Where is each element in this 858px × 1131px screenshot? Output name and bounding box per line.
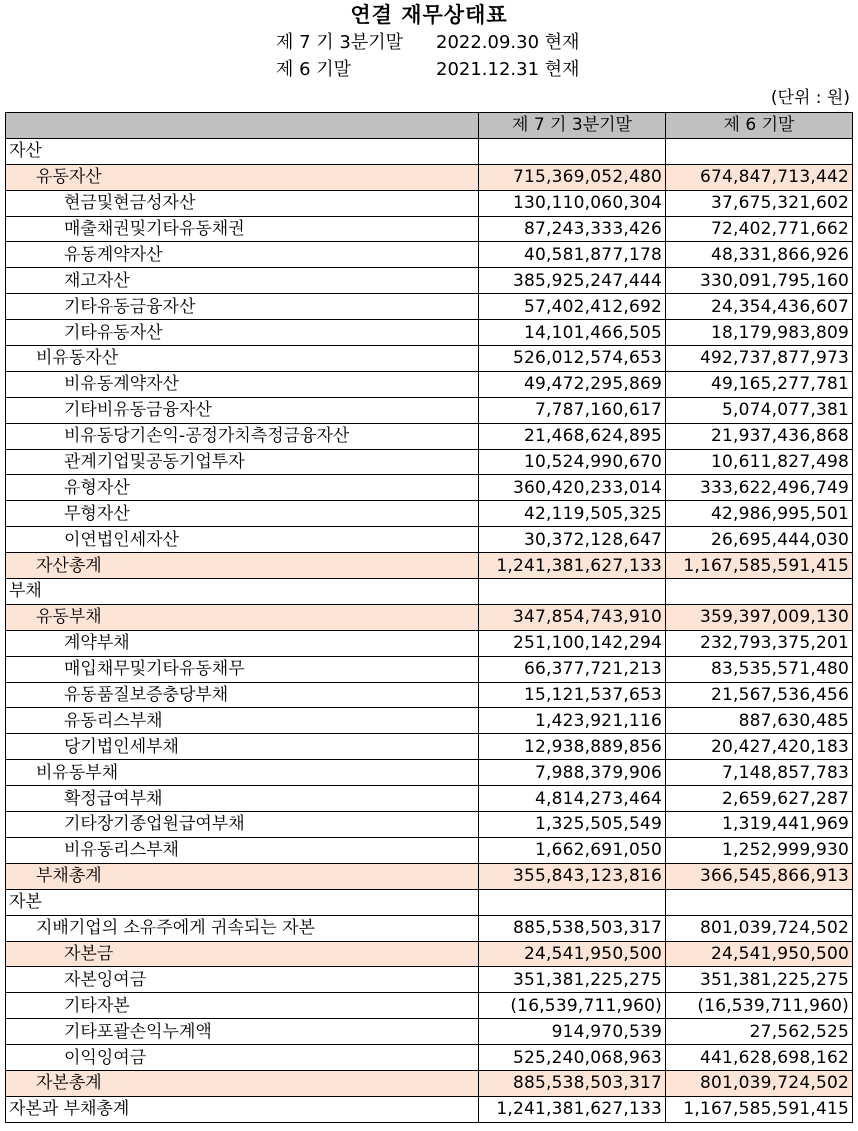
prior-period-value: 72,402,771,662 (666, 216, 853, 242)
prior-period-value (666, 889, 853, 915)
prior-period-value: 5,074,077,381 (666, 397, 853, 423)
current-period-value: 251,100,142,294 (479, 630, 666, 656)
current-period-value: 14,101,466,505 (479, 320, 666, 346)
prior-period-value: 18,179,983,809 (666, 320, 853, 346)
table-row (6, 682, 853, 708)
current-period-value: 87,243,333,426 (479, 216, 666, 242)
prior-period-value: 674,847,713,442 (666, 164, 853, 190)
table-row (6, 967, 853, 993)
current-period-value: 885,538,503,317 (479, 1070, 666, 1096)
current-period-value: 15,121,537,653 (479, 682, 666, 708)
table-row (6, 786, 853, 812)
account-label: 자본잉여금 (6, 967, 479, 993)
period-current-date: 2022.09.30 현재 (436, 32, 580, 53)
account-label: 재고자산 (6, 268, 479, 294)
prior-period-value: 801,039,724,502 (666, 915, 853, 941)
account-label: 유동부채 (6, 604, 479, 630)
table-row (6, 294, 853, 320)
prior-period-value: 351,381,225,275 (666, 967, 853, 993)
table-row (6, 397, 853, 423)
current-period-value: 12,938,889,856 (479, 734, 666, 760)
table-row (6, 475, 853, 501)
table-row (6, 1096, 853, 1122)
table-row (6, 216, 853, 242)
prior-period-value: 330,091,795,160 (666, 268, 853, 294)
prior-period-value: 37,675,321,602 (666, 190, 853, 216)
account-label: 기타장기종업원급여부채 (6, 812, 479, 838)
account-label: 자본금 (6, 941, 479, 967)
prior-period-value: 801,039,724,502 (666, 1070, 853, 1096)
prior-period-value: 1,167,585,591,415 (666, 1096, 853, 1122)
prior-period-value: 2,659,627,287 (666, 786, 853, 812)
account-label: 부채총계 (6, 863, 479, 889)
current-period-value: 355,843,123,816 (479, 863, 666, 889)
table-row (6, 579, 853, 605)
document-title: 연결 재무상태표 (350, 3, 508, 27)
table-row (6, 604, 853, 630)
prior-period-value: 27,562,525 (666, 1019, 853, 1045)
current-period-value: 885,538,503,317 (479, 915, 666, 941)
prior-period-value: 232,793,375,201 (666, 630, 853, 656)
table-row (6, 863, 853, 889)
prior-period-value: 20,427,420,183 (666, 734, 853, 760)
prior-period-value: 48,331,866,926 (666, 242, 853, 268)
table-row (6, 190, 853, 216)
account-label: 유동자산 (6, 164, 479, 190)
prior-period-value (666, 579, 853, 605)
table-row (6, 993, 853, 1019)
current-period-value: 385,925,247,444 (479, 268, 666, 294)
current-period-value (479, 579, 666, 605)
account-label: 매출채권및기타유동채권 (6, 216, 479, 242)
account-label: 기타유동자산 (6, 320, 479, 346)
current-period-value: 7,787,160,617 (479, 397, 666, 423)
account-label: 자본과 부채총계 (6, 1096, 479, 1122)
prior-period-value: 10,611,827,498 (666, 449, 853, 475)
current-period-value: 24,541,950,500 (479, 941, 666, 967)
period-current-label: 제 7 기 3분기말 (276, 32, 404, 53)
table-row (6, 656, 853, 682)
table-row (6, 941, 853, 967)
prior-period-value: 359,397,009,130 (666, 604, 853, 630)
account-label: 당기법인세부채 (6, 734, 479, 760)
prior-period-value: 1,319,441,969 (666, 812, 853, 838)
account-label: 유동리스부채 (6, 708, 479, 734)
table-row (6, 630, 853, 656)
prior-period-value: 42,986,995,501 (666, 501, 853, 527)
current-period-value: 715,369,052,480 (479, 164, 666, 190)
table-row (6, 164, 853, 190)
account-label: 비유동리스부채 (6, 837, 479, 863)
table-row (6, 423, 853, 449)
table-row (6, 708, 853, 734)
table-row (6, 242, 853, 268)
period-prior-line (276, 58, 580, 82)
account-label: 자산 (6, 138, 479, 164)
table-row (6, 915, 853, 941)
table-row (6, 527, 853, 553)
account-label: 자본총계 (6, 1070, 479, 1096)
table-row (6, 1070, 853, 1096)
current-period-value: 40,581,877,178 (479, 242, 666, 268)
prior-period-value: 492,737,877,973 (666, 346, 853, 372)
table-row (6, 553, 853, 579)
account-label: 유형자산 (6, 475, 479, 501)
account-label: 지배기업의 소유주에게 귀속되는 자본 (6, 915, 479, 941)
account-label: 자산총계 (6, 553, 479, 579)
period-prior-label: 제 6 기말 (276, 59, 352, 80)
balance-sheet-table (5, 112, 853, 1123)
table-row (6, 320, 853, 346)
current-period-value: 49,472,295,869 (479, 371, 666, 397)
table-row (6, 1019, 853, 1045)
account-label: 비유동부채 (6, 760, 479, 786)
current-period-value: 360,420,233,014 (479, 475, 666, 501)
table-row (6, 371, 853, 397)
prior-period-value: 26,695,444,030 (666, 527, 853, 553)
account-label: 현금및현금성자산 (6, 190, 479, 216)
current-period-value: 57,402,412,692 (479, 294, 666, 320)
current-period-value: 1,241,381,627,133 (479, 1096, 666, 1122)
current-period-value: 21,468,624,895 (479, 423, 666, 449)
prior-period-value: 83,535,571,480 (666, 656, 853, 682)
prior-period-value: 21,567,536,456 (666, 682, 853, 708)
prior-period-value: 21,937,436,868 (666, 423, 853, 449)
prior-period-value: 1,252,999,930 (666, 837, 853, 863)
current-period-value: 66,377,721,213 (479, 656, 666, 682)
table-row (6, 268, 853, 294)
table-row (6, 734, 853, 760)
table-header-row (6, 113, 853, 139)
header-prior-period: 제 6 기말 (666, 113, 853, 139)
current-period-value (479, 138, 666, 164)
period-current-line (276, 31, 580, 55)
account-label: 자본 (6, 889, 479, 915)
table-row (6, 1045, 853, 1071)
header-current-period: 제 7 기 3분기말 (479, 113, 666, 139)
account-label: 이연법인세자산 (6, 527, 479, 553)
prior-period-value: 1,167,585,591,415 (666, 553, 853, 579)
current-period-value: 7,988,379,906 (479, 760, 666, 786)
current-period-value: 347,854,743,910 (479, 604, 666, 630)
table-row (6, 812, 853, 838)
table-row (6, 889, 853, 915)
header-account (6, 113, 479, 139)
prior-period-value: 7,148,857,783 (666, 760, 853, 786)
prior-period-value: 366,545,866,913 (666, 863, 853, 889)
prior-period-value: 24,354,436,607 (666, 294, 853, 320)
current-period-value: 42,119,505,325 (479, 501, 666, 527)
account-label: 기타자본 (6, 993, 479, 1019)
table-row (6, 837, 853, 863)
table-row (6, 760, 853, 786)
account-label: 비유동계약자산 (6, 371, 479, 397)
prior-period-value: 441,628,698,162 (666, 1045, 853, 1071)
current-period-value: 914,970,539 (479, 1019, 666, 1045)
account-label: 부채 (6, 579, 479, 605)
current-period-value: 130,110,060,304 (479, 190, 666, 216)
account-label: 기타비유동금융자산 (6, 397, 479, 423)
table-row (6, 501, 853, 527)
current-period-value: 4,814,273,464 (479, 786, 666, 812)
account-label: 이익잉여금 (6, 1045, 479, 1071)
account-label: 유동계약자산 (6, 242, 479, 268)
account-label: 확정급여부채 (6, 786, 479, 812)
current-period-value: 1,325,505,549 (479, 812, 666, 838)
current-period-value (479, 889, 666, 915)
prior-period-value: 887,630,485 (666, 708, 853, 734)
table-row (6, 346, 853, 372)
account-label: 비유동자산 (6, 346, 479, 372)
prior-period-value (666, 138, 853, 164)
table-row (6, 138, 853, 164)
account-label: 계약부채 (6, 630, 479, 656)
current-period-value: 1,662,691,050 (479, 837, 666, 863)
current-period-value: 10,524,990,670 (479, 449, 666, 475)
current-period-value: 30,372,128,647 (479, 527, 666, 553)
prior-period-value: 333,622,496,749 (666, 475, 853, 501)
table-row (6, 449, 853, 475)
prior-period-value: (16,539,711,960) (666, 993, 853, 1019)
account-label: 매입채무및기타유동채무 (6, 656, 479, 682)
current-period-value: 1,423,921,116 (479, 708, 666, 734)
account-label: 무형자산 (6, 501, 479, 527)
current-period-value: 526,012,574,653 (479, 346, 666, 372)
period-prior-date: 2021.12.31 현재 (436, 59, 580, 80)
current-period-value: 351,381,225,275 (479, 967, 666, 993)
unit-label: (단위 : 원) (770, 88, 850, 108)
account-label: 비유동당기손익-공정가치측정금융자산 (6, 423, 479, 449)
prior-period-value: 49,165,277,781 (666, 371, 853, 397)
current-period-value: 1,241,381,627,133 (479, 553, 666, 579)
account-label: 기타유동금융자산 (6, 294, 479, 320)
current-period-value: 525,240,068,963 (479, 1045, 666, 1071)
account-label: 유동품질보증충당부채 (6, 682, 479, 708)
account-label: 기타포괄손익누계액 (6, 1019, 479, 1045)
table-body (6, 138, 853, 1122)
current-period-value: (16,539,711,960) (479, 993, 666, 1019)
prior-period-value: 24,541,950,500 (666, 941, 853, 967)
account-label: 관계기업및공동기업투자 (6, 449, 479, 475)
